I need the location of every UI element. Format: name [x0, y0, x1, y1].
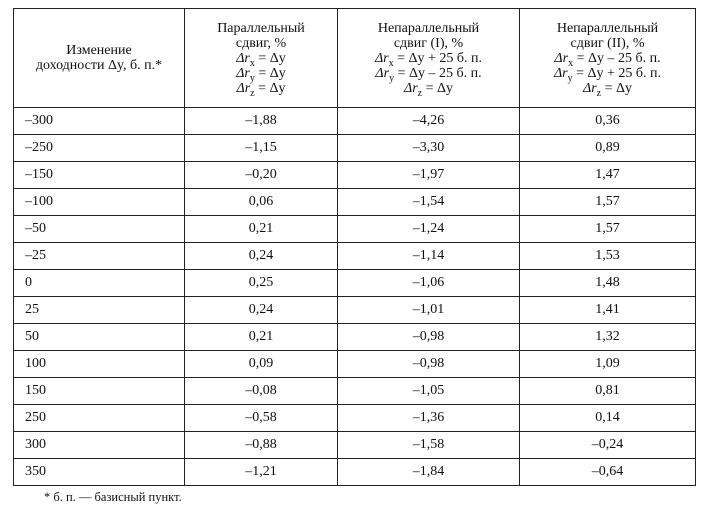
- table-cell: –0,58: [185, 405, 338, 432]
- table-row: [14, 432, 696, 459]
- header-yield-change: [14, 9, 185, 108]
- table-cell: 1,32: [520, 324, 696, 351]
- table-row: [14, 351, 696, 378]
- table-cell: –1,88: [185, 108, 338, 135]
- header-formula: [185, 50, 337, 69]
- table-cell: –1,21: [185, 459, 338, 486]
- table-cell: –300: [14, 108, 185, 135]
- table-row: [14, 108, 696, 135]
- table-cell: –1,58: [338, 432, 520, 459]
- table-cell: 250: [14, 405, 185, 432]
- formula-subscript: z: [596, 87, 602, 99]
- formula-variable: Δr: [375, 65, 390, 81]
- table-row: [14, 459, 696, 486]
- formula-subscript: x: [249, 57, 255, 69]
- header-line: доходности Δy, б. п.*: [35, 58, 163, 73]
- header-nonparallel-shift-1: [338, 9, 520, 108]
- formula-expression: = Δy + 25 б. п.: [393, 50, 483, 66]
- formula-variable: Δr: [582, 80, 597, 96]
- table-cell: –1,24: [338, 216, 520, 243]
- table-cell: –100: [14, 189, 185, 216]
- header-formula: [338, 65, 519, 84]
- formula-expression: = Δy: [422, 80, 454, 96]
- table-cell: –1,01: [338, 297, 520, 324]
- table-cell: –0,98: [338, 324, 520, 351]
- formula-subscript: z: [417, 87, 423, 99]
- table-cell: 350: [14, 459, 185, 486]
- table-cell: –150: [14, 162, 185, 189]
- table-row: [14, 324, 696, 351]
- table-cell: 1,47: [520, 162, 696, 189]
- formula-expression: = Δy – 25 б. п.: [573, 50, 661, 66]
- header-row: [14, 9, 696, 108]
- table-cell: 1,57: [520, 189, 696, 216]
- table-cell: 50: [14, 324, 185, 351]
- table-cell: 0,25: [185, 270, 338, 297]
- formula-variable: Δr: [553, 65, 568, 81]
- table-cell: 0,81: [520, 378, 696, 405]
- table-cell: –1,84: [338, 459, 520, 486]
- table-cell: 150: [14, 378, 185, 405]
- header-line: Изменение: [66, 43, 132, 58]
- table-cell: 0,21: [185, 324, 338, 351]
- table-body: [14, 108, 696, 486]
- table-cell: 0,14: [520, 405, 696, 432]
- header-line: Непараллельный: [377, 20, 480, 36]
- formula-expression: = Δy – 25 б. п.: [394, 65, 482, 81]
- header-formula: [338, 80, 519, 99]
- header-line: Непараллельный: [556, 20, 659, 36]
- table-cell: 0,24: [185, 297, 338, 324]
- table-cell: –25: [14, 243, 185, 270]
- table-cell: 0,36: [520, 108, 696, 135]
- table-cell: –0,98: [338, 351, 520, 378]
- formula-subscript: z: [250, 87, 255, 99]
- table-cell: –250: [14, 135, 185, 162]
- formula-variable: Δr: [236, 50, 250, 66]
- table-cell: 1,53: [520, 243, 696, 270]
- formula-expression: = Δy: [254, 80, 286, 96]
- table-cell: –1,36: [338, 405, 520, 432]
- formula-subscript: y: [249, 72, 255, 84]
- formula-expression: = Δy: [254, 50, 286, 66]
- table-cell: 25: [14, 297, 185, 324]
- footnote: * б. п. — базисный пункт.: [44, 490, 182, 504]
- table-row: [14, 270, 696, 297]
- header-parallel-shift: [185, 9, 338, 108]
- formula-expression: = Δy + 25 б. п.: [572, 65, 662, 81]
- table-cell: 0: [14, 270, 185, 297]
- table-row: [14, 378, 696, 405]
- table-cell: –0,88: [185, 432, 338, 459]
- table-cell: –1,05: [338, 378, 520, 405]
- table-cell: 0,21: [185, 216, 338, 243]
- table-row: [14, 135, 696, 162]
- table-cell: –1,97: [338, 162, 520, 189]
- table-cell: 1,09: [520, 351, 696, 378]
- formula-variable: Δr: [236, 65, 250, 81]
- table-cell: –0,64: [520, 459, 696, 486]
- formula-subscript: x: [568, 57, 574, 69]
- header-line: сдвиг (I), %: [393, 35, 464, 51]
- header-line: сдвиг (II), %: [570, 35, 645, 51]
- table-cell: –1,15: [185, 135, 338, 162]
- table-cell: –1,14: [338, 243, 520, 270]
- table-cell: 0,89: [520, 135, 696, 162]
- header-nonparallel-shift-2: [520, 9, 696, 108]
- header-line: Параллельный: [217, 20, 305, 36]
- table-cell: 0,09: [185, 351, 338, 378]
- formula-expression: = Δy: [601, 80, 633, 96]
- table-row: [14, 297, 696, 324]
- table-cell: 1,48: [520, 270, 696, 297]
- header-formula: [520, 50, 695, 69]
- formula-expression: = Δy: [254, 65, 286, 81]
- formula-subscript: x: [388, 57, 394, 69]
- table-row: [14, 189, 696, 216]
- header-formula: [338, 50, 519, 69]
- table-row: [14, 162, 696, 189]
- table-row: [14, 243, 696, 270]
- formula-subscript: y: [389, 72, 395, 84]
- table-cell: –0,20: [185, 162, 338, 189]
- table-cell: –50: [14, 216, 185, 243]
- header-formula: [185, 80, 337, 99]
- header-formula: [520, 80, 695, 99]
- header-formula: [520, 65, 695, 84]
- table-cell: 100: [14, 351, 185, 378]
- table-row: [14, 216, 696, 243]
- table-cell: 1,41: [520, 297, 696, 324]
- table-cell: –0,24: [520, 432, 696, 459]
- formula-variable: Δr: [236, 80, 251, 96]
- formula-variable: Δr: [554, 50, 569, 66]
- header-formula: [185, 65, 337, 84]
- data-table: [13, 8, 696, 486]
- table-cell: –3,30: [338, 135, 520, 162]
- table-cell: 1,57: [520, 216, 696, 243]
- table-cell: –1,06: [338, 270, 520, 297]
- formula-variable: Δr: [374, 50, 389, 66]
- table-cell: 300: [14, 432, 185, 459]
- table-cell: 0,24: [185, 243, 338, 270]
- table-cell: –1,54: [338, 189, 520, 216]
- formula-subscript: y: [567, 72, 573, 84]
- table-cell: –0,08: [185, 378, 338, 405]
- header-line: сдвиг, %: [235, 35, 287, 51]
- table-cell: –4,26: [338, 108, 520, 135]
- formula-variable: Δr: [403, 80, 418, 96]
- table-cell: 0,06: [185, 189, 338, 216]
- table-row: [14, 405, 696, 432]
